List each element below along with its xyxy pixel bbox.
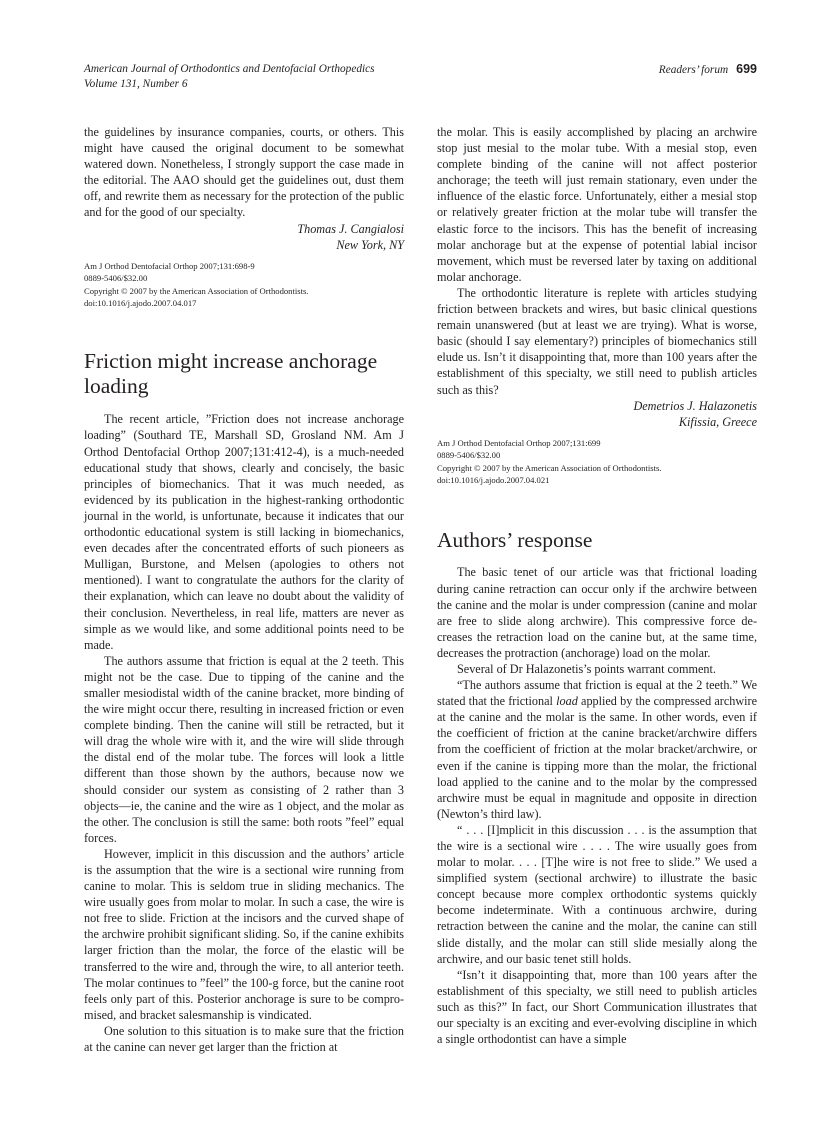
body-paragraph: However, implicit in this discussion and the authors’ article is the assumption that the wire is a sectional wire running from canine to molar. This is seldom true in sliding mechanics. The wire usually goes from molar to molar. In such a case, the wire is not free to slide. Friction at the incisors and the curved shape of the archwire prohibit significant sliding. So, if the canine exhibits larger friction than the molar, the force of the elastic will be transferred to the wire and, through the wire, to all anterior teeth. The molar continues to ”feel” the 100-g force, but the canine root feels only part of this. Posterior anchorage is sure to be compromised, and bracket salesmanship is vindicated. xyxy=(84,846,404,1022)
body-paragraph: The recent article, ”Friction does not increase anchorage loading” (Southard TE, Marshall SD, Grosland NM. Am J Orthod Dentofacial Orthop 2007;131:412-4), is a much-needed educational study that shows, clearly and concisely, the basic principles of biomechanics. That it was much needed, as evidenced by its publication in the highest-ranking orthodontic journal in the world, is unfortunate, because it indicates that our orthodontic educational system is still lacking in biomechanics, even decades after the concentrated efforts of such pioneers as Mulligan, Burstone, and Melsen (apologies to others not mentioned). I want to congratulate the authors for the clarity of their explanation, which can leave no doubt about the validity of their conclusion. Nevertheless, in real life, matters are never as simple as we would like, and some additional points need to be made. xyxy=(84,412,404,652)
body-paragraph: “Isn’t it disappointing that, more than 100 years after the establishment of this specialty, we still need to publish articles such as this?” In fact, our Short Communication illustrates that our specialty is an exciting and ever-evolving discipline in which a single orthodontist can have a simple xyxy=(437,967,757,1047)
text-run: “The authors assume that friction is equal at the 2 teeth.” We stated that the frictional xyxy=(437,678,757,709)
citation-block xyxy=(84,260,404,310)
signature-author: Thomas J. Cangialosi xyxy=(297,221,404,236)
signature-location: Kifissia, Greece xyxy=(678,414,757,429)
body-paragraph: “ . . . [I]mplicit in this discussion . . . is the assumption that the wire is a sectional wire . . . . The wire usually goes from molar to molar. . . . [T]he wire is not free to slide.” We used a simplified system (sectional archwire) to illustrate the basic concept because more complex orthodontic systems quickly become indeterminate. With a continuous archwire, during retraction between the canine and the molar, the canine can still slide distally, and the molar can still slide mesially along the archwire, and our basic tenet still holds. xyxy=(437,822,757,966)
running-header-right xyxy=(659,62,757,78)
continued-paragraph: the guidelines by insurance companies, courts, or others. This might have caused the original document to be somewhat watered down. Nonetheless, I strongly support the case made in the editorial. The AAO should get the guidelines out, dust them off, and rewrite them as necessary for the protection of the public and for the good of our specialty. xyxy=(84,125,404,220)
section-name: Readers’ forum xyxy=(658,64,729,76)
body-paragraph: The basic tenet of our article was that frictional loading during canine retraction can occur only if the archwire between the canine and the molar is under compression (canine and molar are free to slide along archwire). This compressive force decreases the retraction load on the canine but, at the same time, decreases the protraction (anchorage) load on the molar. xyxy=(437,565,757,660)
citation-block xyxy=(437,437,757,487)
body-paragraph: One solution to this situation is to make sure that the friction at the canine can never get larger than the friction at xyxy=(84,1023,404,1055)
article-title: Friction might increase anchorage loading xyxy=(84,349,378,399)
citation-copyright: Copyright © 2007 by the American Association of Orthodontists. xyxy=(84,285,309,296)
continued-paragraph: the molar. This is easily accomplished by placing an archwire stop just mesial to the molar tube. With a mesial stop, even complete binding of the canine will not affect posterior anchorage; the teeth will just remain stationary, even under the influence of the elastic force. Unfortunately, either a mesial stop or relatively greater friction at the molar tube will transfer the elastic force to the incisors. This has the benefit of increasing molar anchorage but at the expense of potential labial incisor movement, which must be reversed later by taxing on additional molar anchorage. xyxy=(437,125,757,284)
left-column xyxy=(84,124,404,1055)
citation-issn: 0889-5406/$32.00 xyxy=(84,273,148,284)
body-paragraph xyxy=(437,677,757,822)
citation-doi: doi:10.1016/j.ajodo.2007.04.017 xyxy=(84,297,197,308)
emphasis-load: load xyxy=(556,694,578,709)
response-title: Authors’ response xyxy=(437,528,593,553)
citation-doi: doi:10.1016/j.ajodo.2007.04.021 xyxy=(437,475,550,485)
volume-issue: Volume 131, Number 6 xyxy=(84,78,188,90)
page-number: 699 xyxy=(736,62,757,76)
right-column xyxy=(437,124,757,1047)
citation-reference: Am J Orthod Dentofacial Orthop 2007;131:699 xyxy=(437,437,601,448)
text-run: applied by the compressed archwire at the canine and the molar is the same. In other words, even if the coefficient of friction at the canine bracket/archwire differs from the coefficient of friction at the molar bracket/archwire, or even if the canine is tipping more than the molar, the frictional load applied to the canine and to the molar by the compressed archwire must be equal in magnitude and opposite in direction (Newton’s third law). xyxy=(437,694,758,821)
citation-copyright: Copyright © 2007 by the American Association of Orthodontists. xyxy=(437,462,662,473)
signature-location: New York, NY xyxy=(336,237,404,252)
journal-name: American Journal of Orthodontics and Dentofacial Orthopedics xyxy=(84,63,375,75)
citation-reference: Am J Orthod Dentofacial Orthop 2007;131:698-9 xyxy=(84,260,255,271)
body-paragraph: Several of Dr Halazonetis’s points warrant comment. xyxy=(457,661,716,676)
body-paragraph: The orthodontic literature is replete with articles studying friction between brackets and wires, but basic clinical questions remain unanswered (but at least we are trying). What is worse, basic (should I say elementary?) principles of biomechanics still elude us. Isn’t it disappointing that, more than 100 years after the establishment of this specialty, we still need to publish articles such as this? xyxy=(437,285,757,397)
running-header-left xyxy=(84,62,375,92)
letter-signature xyxy=(84,221,404,253)
citation-issn: 0889-5406/$32.00 xyxy=(437,450,501,461)
signature-author: Demetrios J. Halazonetis xyxy=(633,398,757,413)
body-paragraph: The authors assume that friction is equal at the 2 teeth. This might not be the case. Due to tipping of the canine and the smaller mesiodistal width of the canine bracket, more binding of the wire might occur there, resulting in increased friction or even complete binding. Then the canine will still be retracted, but it will drag the whole wire with it, and the wire will slide through the distal end of the molar tube. The forces will look a little different than those shown by the authors, because now we should consider our system as consisting of 2 rather than 3 objects—ie, the canine and the wire as 1 object, and the molar as the other. The conclusion is still the same: both roots ”feel” equal forces. xyxy=(84,653,404,845)
letter-signature xyxy=(437,398,757,430)
